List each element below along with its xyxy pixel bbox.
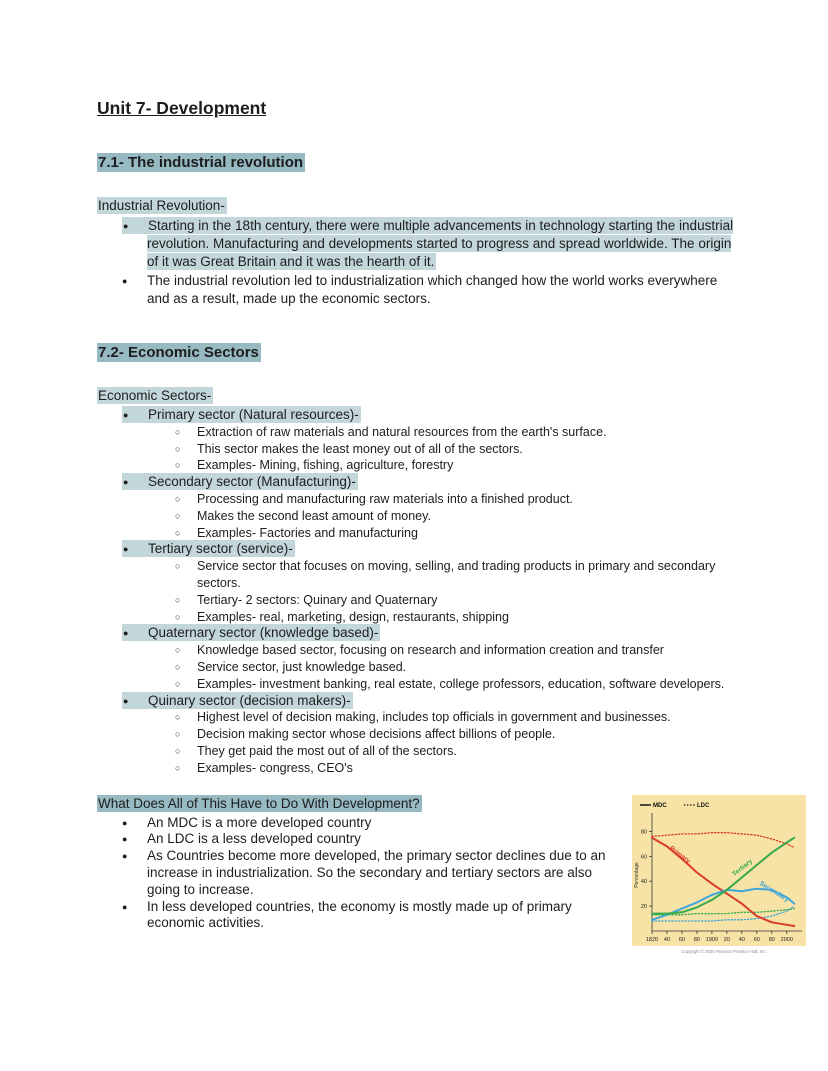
- list-item-content: [122, 406, 361, 423]
- x-tick-label: 1820: [645, 936, 659, 943]
- x-tick-label: 20: [723, 936, 730, 943]
- list-item: [97, 609, 737, 626]
- list-item-text: Knowledge based sector, focusing on research and information creation and transfer: [197, 643, 664, 658]
- list-item-text: Secondary sector (Manufacturing)-: [148, 474, 356, 490]
- list-item-content: [175, 593, 437, 607]
- section-label: [97, 387, 737, 404]
- list-item-text: They get paid the most out of all of the sectors.: [197, 743, 457, 758]
- circle-bullet-icon: ○: [175, 712, 181, 723]
- series-label-tertiary: Tertiary: [731, 857, 755, 878]
- list-item-text: Examples- investment banking, real estate, college professors, education, software developers.: [197, 676, 725, 691]
- list-item-text: Makes the second least amount of money.: [197, 508, 431, 523]
- list-item: [97, 407, 737, 424]
- list-item-content: [122, 624, 380, 641]
- list-item-content: [175, 744, 457, 758]
- list-item-text: Processing and manufacturing raw materials into a finished product.: [197, 492, 573, 506]
- circle-bullet-icon: ○: [175, 611, 181, 622]
- list-item: [97, 760, 737, 777]
- x-tick-label: 2000: [780, 936, 793, 943]
- list-item-text: Starting in the 18th century, there were multiple advancements in technology starting the industrial revolution. Manufacturing and developments started to progress and spread worldwide. The origin of it was Great Britain and it was the hearth of it.: [147, 218, 734, 270]
- list-item-text: Service sector that focuses on moving, selling, and trading products in primary and secondary sectors.: [197, 559, 716, 590]
- list-item-content: [175, 643, 664, 657]
- page-title: Unit 7- Development: [97, 98, 267, 118]
- circle-bullet-icon: ○: [175, 645, 181, 656]
- list-item: [97, 441, 737, 458]
- list-item: [97, 217, 737, 272]
- section-label: [97, 197, 737, 214]
- list-item-content: [122, 473, 358, 490]
- circle-bullet-icon: ○: [175, 594, 181, 605]
- circle-bullet-icon: ○: [175, 678, 181, 689]
- list-item: [97, 743, 737, 760]
- list-item-text: Tertiary- 2 sectors: Quinary and Quaternary: [197, 592, 438, 607]
- list-item: [97, 525, 737, 542]
- section-heading: [97, 154, 737, 171]
- section-heading: [97, 344, 737, 361]
- circle-bullet-icon: ○: [175, 661, 181, 672]
- list-item-content: [122, 273, 717, 306]
- list-item: [97, 508, 737, 525]
- list-item-content: [175, 610, 509, 624]
- list-item-text: This sector makes the least money out of all of the sectors.: [197, 441, 523, 456]
- list-item-text: Extraction of raw materials and natural resources from the earth's surface.: [197, 424, 607, 439]
- list-item-content: [175, 526, 418, 540]
- list-item-content: [122, 217, 733, 270]
- chart-copyright: Copyright © 2005 Pearson Prentice Hall, Inc.: [681, 948, 767, 954]
- bullet-icon: ●: [122, 901, 128, 912]
- list-item-content: [175, 559, 715, 590]
- circle-bullet-icon: ○: [175, 729, 181, 740]
- list-item: [97, 592, 737, 609]
- bullet-list: [97, 217, 737, 308]
- bullet-icon: ●: [123, 544, 129, 555]
- list-item: [97, 726, 737, 743]
- list-item-text: Examples- congress, CEO's: [197, 760, 353, 775]
- list-item-text: The industrial revolution led to industrialization which changed how the world works everywhere and as a result, made up the economic sectors.: [147, 272, 718, 306]
- circle-bullet-icon: ○: [175, 527, 181, 538]
- circle-bullet-icon: ○: [175, 762, 181, 773]
- bullet-icon: ●: [123, 628, 129, 639]
- series-label-secondary: Secondary: [758, 879, 790, 904]
- list-item: [97, 676, 737, 693]
- x-tick-label: 60: [753, 936, 760, 943]
- circle-bullet-icon: ○: [175, 561, 181, 572]
- bullet-icon: ●: [122, 275, 128, 286]
- list-item-content: [175, 660, 406, 674]
- list-item-content: [122, 815, 371, 830]
- section-label-text: What Does All of This Have to Do With Development?: [98, 795, 420, 811]
- document-body: [97, 154, 806, 954]
- list-item-content: [175, 442, 523, 456]
- x-tick-label: 40: [738, 936, 745, 943]
- list-item-content: [122, 848, 606, 897]
- list-item-text: Quaternary sector (knowledge based)-: [148, 625, 379, 641]
- list-item: [97, 424, 737, 441]
- list-item-content: [122, 692, 353, 709]
- y-axis-title: Percentage: [634, 861, 640, 888]
- bullet-icon: ●: [122, 851, 128, 862]
- x-tick-label: 60: [678, 936, 686, 943]
- list-item-text: Service sector, just knowledge based.: [197, 659, 407, 674]
- bullet-icon: ●: [122, 817, 128, 828]
- list-item-text: Examples- real, marketing, design, restaurants, shipping: [197, 609, 509, 624]
- bullet-icon: ●: [123, 410, 129, 421]
- y-tick-label: 80: [640, 828, 647, 835]
- list-item: [97, 541, 737, 558]
- list-item-content: [175, 727, 555, 741]
- list-item: [97, 491, 737, 508]
- development-section: [97, 795, 806, 954]
- x-tick-label: 80: [693, 936, 700, 943]
- y-tick-label: 40: [640, 878, 647, 885]
- list-item: [97, 625, 737, 642]
- section-heading-text: 7.1- The industrial revolution: [98, 154, 304, 171]
- circle-bullet-icon: ○: [175, 443, 181, 454]
- list-item-text: Tertiary sector (service)-: [148, 541, 293, 557]
- list-item-content: [175, 425, 607, 439]
- list-item-content: [122, 899, 572, 931]
- list-item: [97, 642, 737, 659]
- section-label-text: Economic Sectors-: [98, 388, 212, 404]
- bullet-icon: ●: [123, 221, 129, 231]
- sector-chart-svg: [632, 795, 806, 959]
- list-item: [97, 272, 737, 308]
- bullet-icon: ●: [123, 477, 129, 488]
- y-tick-label: 60: [640, 853, 647, 860]
- list-item-text: Primary sector (Natural resources)-: [148, 407, 359, 423]
- list-item-content: [122, 831, 361, 846]
- list-item: [97, 474, 737, 491]
- x-tick-label: 40: [663, 936, 671, 943]
- list-item-content: [175, 677, 724, 691]
- list-item-text: As Countries become more developed, the primary sector declines due to an increase in industrialization. So the secondary and tertiary sectors are also going to increase.: [147, 848, 606, 897]
- circle-bullet-icon: ○: [175, 460, 181, 471]
- series-label-primary: Primary: [668, 844, 692, 865]
- list-item-text: Highest level of decision making, includes top officials in government and businesses.: [197, 710, 671, 725]
- list-item-text: Quinary sector (decision makers)-: [148, 692, 351, 708]
- section-heading-text: 7.2- Economic Sectors: [98, 344, 259, 362]
- list-item-content: [175, 492, 573, 506]
- circle-bullet-icon: ○: [175, 510, 181, 521]
- list-item: [97, 693, 737, 710]
- x-tick-label: 80: [768, 936, 775, 943]
- bullet-icon: ●: [122, 834, 128, 845]
- list-item-content: [175, 710, 671, 724]
- list-item-text: In less developed countries, the economy is mostly made up of primary economic activities.: [147, 898, 572, 931]
- legend-ldc-label: LDC: [697, 802, 710, 809]
- circle-bullet-icon: ○: [175, 494, 181, 504]
- list-item-content: [175, 509, 431, 523]
- y-tick-label: 20: [640, 903, 647, 910]
- list-item-text: Examples- Mining, fishing, agriculture, forestry: [197, 458, 454, 473]
- list-item: [97, 558, 737, 592]
- list-item-text: An MDC is a more developed country: [147, 814, 372, 830]
- list-item-content: [122, 540, 295, 557]
- circle-bullet-icon: ○: [175, 745, 181, 756]
- list-item-content: [175, 761, 353, 775]
- list-item-text: Examples- Factories and manufacturing: [197, 525, 418, 540]
- sector-chart-figure: [632, 795, 806, 959]
- document-content: [97, 98, 806, 959]
- legend-mdc-label: MDC: [653, 802, 667, 809]
- bullet-list: [97, 407, 737, 777]
- list-item-text: An LDC is a less developed country: [147, 831, 361, 847]
- list-item: [97, 457, 737, 474]
- section-label-text: Industrial Revolution-: [98, 198, 225, 213]
- list-item-content: [175, 458, 453, 472]
- list-item: [97, 709, 737, 726]
- circle-bullet-icon: ○: [175, 426, 181, 437]
- list-item: [97, 659, 737, 676]
- x-tick-label: 1900: [705, 936, 719, 943]
- list-item-text: Decision making sector whose decisions affect billions of people.: [197, 727, 556, 742]
- bullet-icon: ●: [123, 695, 129, 706]
